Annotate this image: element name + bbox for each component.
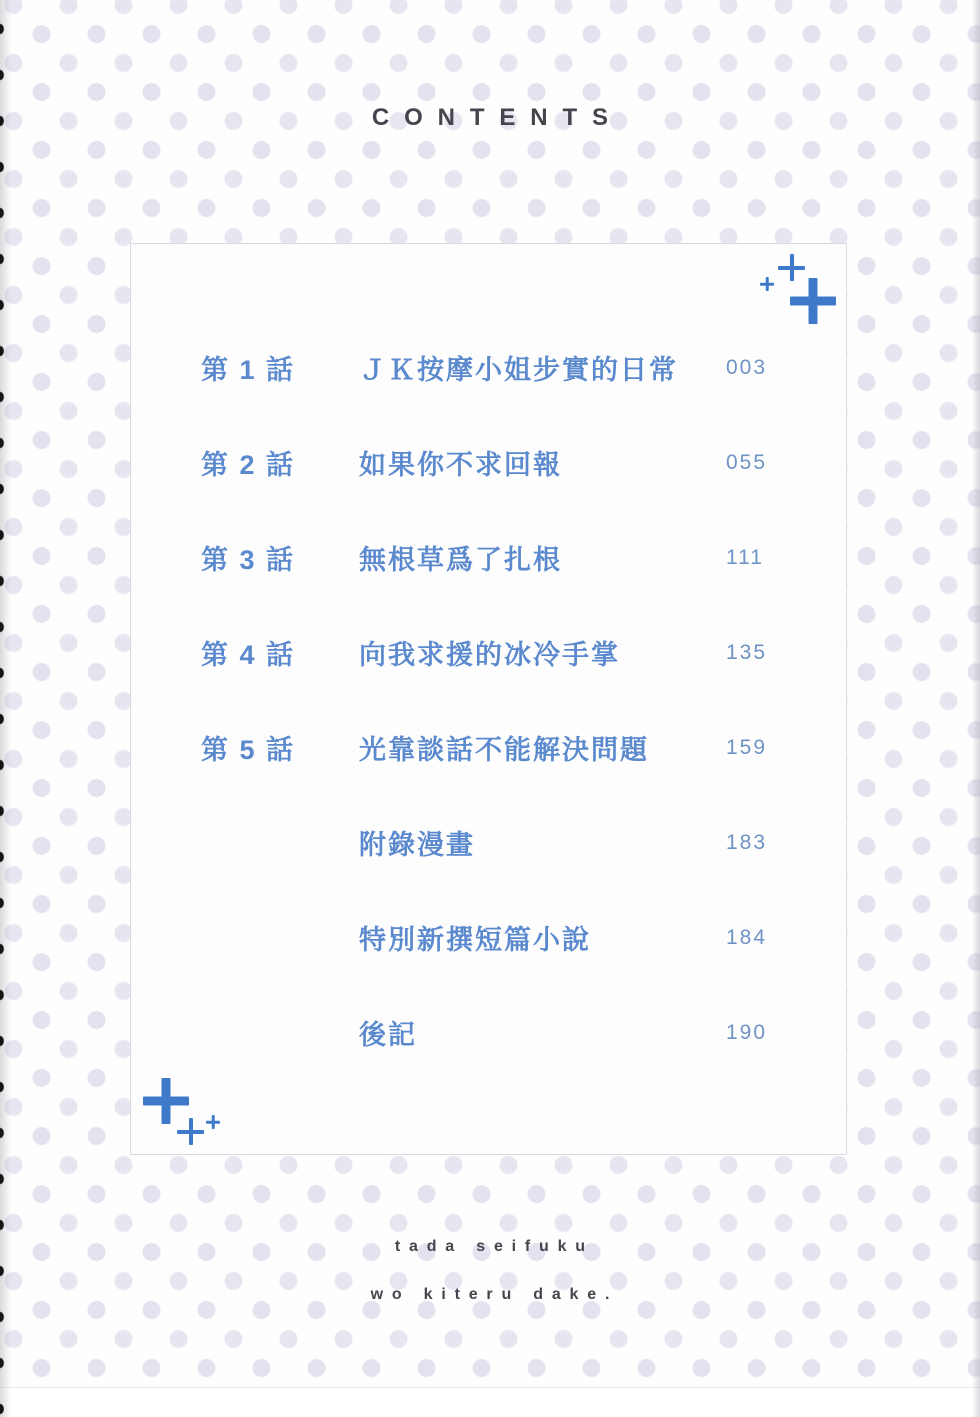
footer-romaji-line2: wo kiteru dake.: [370, 1286, 619, 1303]
page-number: 003: [726, 355, 768, 379]
chapter-title: 後記: [359, 1020, 417, 1050]
chapter-title: 如果你不求回報: [359, 450, 562, 480]
toc-card: [130, 243, 847, 1155]
footer-romaji-line1: tada seifuku: [394, 1238, 594, 1255]
plus-icon: [206, 1115, 220, 1129]
chapter-label: 第 1 話: [201, 355, 296, 385]
toc-list: [131, 320, 846, 1080]
table-row: [131, 700, 846, 795]
plus-icon: [790, 278, 836, 324]
page-number: 190: [726, 1020, 768, 1044]
page-number: 183: [726, 830, 768, 854]
chapter-title: 無根草爲了扎根: [359, 545, 562, 575]
plus-icon: [760, 277, 774, 291]
table-row: [131, 985, 846, 1080]
page-number: 135: [726, 640, 768, 664]
chapter-title: 向我求援的冰冷手掌: [359, 640, 620, 670]
page-number: 111: [726, 545, 764, 569]
page-title: CONTENTS: [371, 104, 623, 131]
chapter-label: 第 4 話: [201, 640, 296, 670]
chapter-title: 特別新撰短篇小說: [359, 925, 591, 955]
book-binding-edge: [0, 0, 14, 1417]
chapter-title: 光靠談話不能解決問題: [359, 735, 649, 765]
chapter-label: 第 2 話: [201, 450, 296, 480]
table-row: [131, 510, 846, 605]
plus-icon: [778, 254, 805, 281]
table-row: [131, 415, 846, 510]
page-number: 159: [726, 735, 768, 759]
table-row: [131, 890, 846, 985]
page-number: 184: [726, 925, 768, 949]
page-number: 055: [726, 450, 768, 474]
scan-bottom-margin: [0, 1387, 980, 1417]
chapter-title: 附錄漫畫: [359, 830, 475, 860]
table-row: [131, 795, 846, 890]
plus-icon: [177, 1118, 204, 1145]
table-row: [131, 320, 846, 415]
scan-right-shadow: [972, 0, 980, 1417]
chapter-title: ＪＫ按摩小姐步實的日常: [359, 355, 678, 385]
chapter-label: 第 3 話: [201, 545, 296, 575]
table-row: [131, 605, 846, 700]
chapter-label: 第 5 話: [201, 735, 296, 765]
